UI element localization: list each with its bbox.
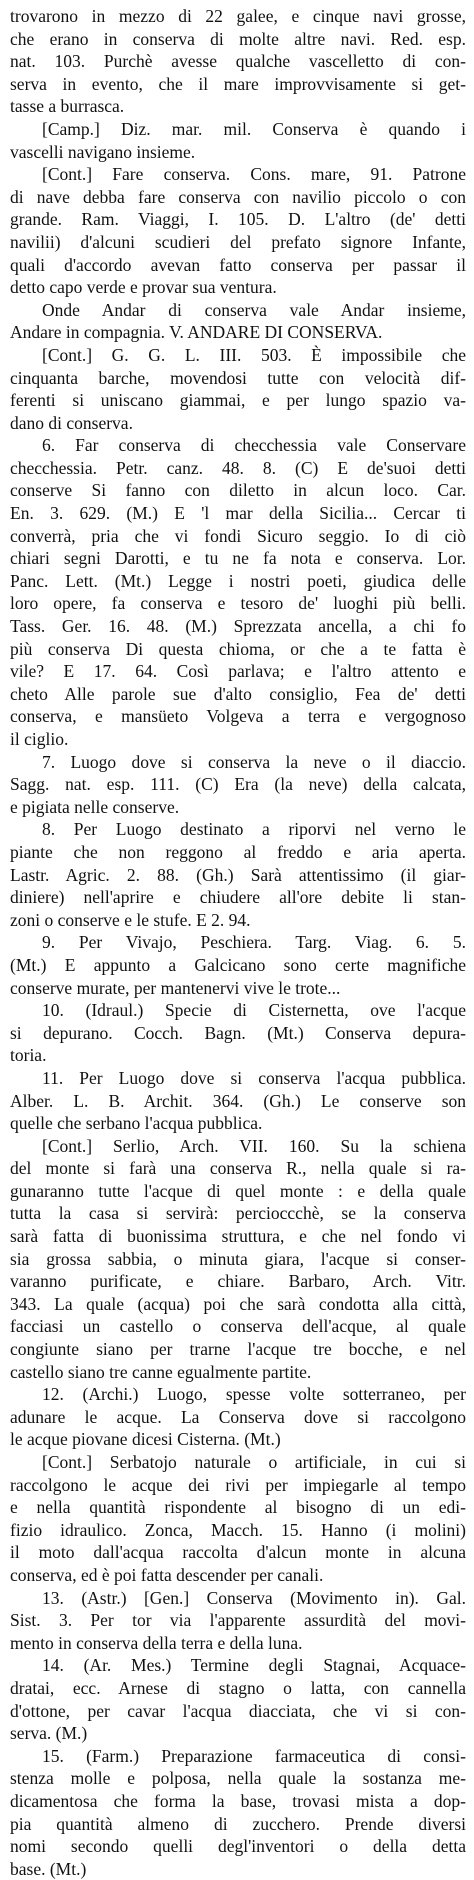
text-line: 10. (Idraul.) Specie di Cisternetta, ove l'acque bbox=[42, 1000, 466, 1021]
text-line: serva in evento, che il mare improvvisamente si get- bbox=[10, 73, 466, 94]
text-line: conserva, ed è poi fatta descender per canali. bbox=[10, 1564, 324, 1585]
text-line: conserve murate, per mantenervi vive le trote... bbox=[10, 977, 341, 998]
text-line: zoni o conserve e le stufe. E 2. 94. bbox=[10, 909, 251, 930]
text-line: serva. (M.) bbox=[10, 1723, 88, 1744]
text-line: sia grossa sabbia, o minuta giara, l'acque si conser- bbox=[10, 1248, 466, 1269]
text-line: (Mt.) E appunto a Galcicano sono certe magnifiche bbox=[10, 954, 466, 975]
text-line: mento in conserva della terra e della luna. bbox=[10, 1632, 303, 1653]
text-line: castello siano tre canne egualmente partite. bbox=[10, 1361, 312, 1382]
text-line: Panc. Lett. (Mt.) Legge i nostri poeti, giudica delle bbox=[10, 570, 466, 591]
text-line: tasse a burrasca. bbox=[10, 96, 125, 117]
text-line: conserve Si fanno con diletto in alcun loco. Car. bbox=[10, 480, 466, 501]
text-line: navilii) d'alcuni scudieri del prefato signore Infante, bbox=[10, 231, 466, 252]
text-line: En. 3. 629. (M.) E 'l mar della Sicilia... Cercar ti bbox=[10, 503, 466, 524]
text-line: adunare le acque. La Conserva dove si raccolgono bbox=[10, 1406, 466, 1427]
text-line: di nave debba fare conserva con navilio piccolo o con bbox=[10, 186, 466, 207]
text-line: Andare in compagnia. V. ANDARE DI CONSERVA. bbox=[10, 322, 383, 343]
text-line: Alber. L. B. Archit. 364. (Gh.) Le conserve son bbox=[10, 1090, 466, 1111]
text-line: dano di conserva. bbox=[10, 412, 133, 433]
text-line: chiari segni Darotti, e tu ne fa nota e conserva. Lor. bbox=[10, 548, 466, 569]
text-line: trovarono in mezzo di 22 galee, e cinque navi grosse, bbox=[10, 6, 466, 26]
text-line: piante che non reggono al freddo e aria aperta. bbox=[10, 841, 466, 862]
text-line: 7. Luogo dove si conserva la neve o il diaccio. bbox=[42, 751, 466, 772]
text-line: nat. 103. Purchè avesse qualche vascelletto di con- bbox=[10, 51, 466, 72]
text-line: 12. (Archi.) Luogo, spesse volte sotterraneo, per bbox=[42, 1384, 466, 1405]
text-line: detto capo verde e provar sua ventura. bbox=[10, 277, 277, 298]
text-line: loro opere, fa conserva e tesoro de' luoghi più belli. bbox=[10, 593, 466, 614]
text-line: gunaranno tutte l'acque di quel monte : e della quale bbox=[10, 1180, 466, 1201]
text-line: le acque piovane dicesi Cisterna. (Mt.) bbox=[10, 1429, 281, 1450]
text-line: converrà, pria che vi fondi Sicuro seggio. Io di ciò bbox=[10, 525, 466, 546]
text-line: del monte si farà una conserva R., nella quale si ra- bbox=[10, 1158, 466, 1179]
text-line: 6. Far conserva di checchessia vale Conservare bbox=[42, 435, 466, 456]
text-line: 9. Per Vivajo, Peschiera. Targ. Viag. 6. 5. bbox=[42, 932, 466, 953]
text-line: 15. (Farm.) Preparazione farmaceutica di consi- bbox=[42, 1745, 466, 1766]
text-line: fizio idraulico. Zonca, Macch. 15. Hanno (i molini) bbox=[10, 1519, 466, 1540]
text-line: 8. Per Luogo destinato a riporvi nel verno le bbox=[42, 819, 466, 840]
text-line: e nella quantità rispondente al bisogno di un edi- bbox=[10, 1497, 466, 1518]
text-line: vascelli navigano insieme. bbox=[10, 141, 196, 162]
text-line: toria. bbox=[10, 1045, 47, 1066]
text-line: nomi secondo quelli degl'inventori o della detta bbox=[10, 1836, 466, 1857]
text-line: stenza molle e polposa, nella quale la sostanza me- bbox=[10, 1768, 466, 1789]
text-line: tutta la casa si servirà: percioccchè, se la conserva bbox=[10, 1203, 466, 1224]
text-line: che erano in conserva di molte altre navi. Red. esp. bbox=[10, 28, 466, 49]
text-line: il ciglio. bbox=[10, 729, 69, 749]
text-line: dratai, ecc. Arnese di stagno o latta, con cannella bbox=[10, 1677, 466, 1698]
text-line: vile? E 17. 64. Così parlava; e l'altro attento e bbox=[10, 661, 466, 682]
text-line: 14. (Ar. Mes.) Termine degli Stagnai, Acquace- bbox=[42, 1655, 466, 1676]
text-line: [Cont.] Serlio, Arch. VII. 160. Su la schiena bbox=[42, 1135, 466, 1156]
text-line: varanno purificate, e chiare. Barbaro, Arch. Vitr. bbox=[10, 1271, 466, 1292]
text-line: grande. Ram. Viaggi, I. 105. D. L'altro (de' detti bbox=[10, 209, 466, 230]
text-line: [Cont.] Fare conserva. Cons. mare, 91. Patrone bbox=[42, 164, 466, 185]
text-line: diniere) nell'aprire e chiudere all'ore debite li stan- bbox=[10, 887, 466, 908]
text-line: quelle che serbano l'acqua pubblica. bbox=[10, 1113, 263, 1134]
text-line: congiunte siano per trarne l'acque tre bocche, e nel bbox=[10, 1339, 466, 1360]
text-line: si depurano. Cocch. Bagn. (Mt.) Conserva depura- bbox=[10, 1022, 466, 1043]
text-line: pia quantità almeno di zucchero. Prende diversi bbox=[10, 1813, 466, 1834]
text-line: 343. La quale (acqua) poi che sarà condotta alla città, bbox=[10, 1293, 466, 1314]
text-line: Lastr. Agric. 2. 88. (Gh.) Sarà attentissimo (il giar- bbox=[10, 864, 466, 885]
text-line: cheto Alle parole sue d'alto consiglio, Fea de' detti bbox=[10, 683, 466, 704]
text-line: il moto dall'acqua raccolta d'alcun monte in alcuna bbox=[10, 1542, 466, 1563]
text-line: [Cont.] Serbatojo naturale o artificiale, in cui si bbox=[42, 1452, 466, 1472]
text-line: ferenti si uniscano giammai, e per lungo spazio va- bbox=[10, 390, 466, 411]
text-line: Tass. Ger. 16. 48. (M.) Sprezzata ancella, a chi fo bbox=[10, 616, 466, 637]
text-column bbox=[10, 5, 466, 1880]
text-line: [Camp.] Diz. mar. mil. Conserva è quando i bbox=[42, 118, 466, 139]
text-line: 13. (Astr.) [Gen.] Conserva (Movimento in). Gal. bbox=[42, 1587, 466, 1608]
text-line: Sagg. nat. esp. 111. (C) Era (la neve) della calcata, bbox=[10, 774, 466, 795]
text-line: Onde Andar di conserva vale Andar insieme, bbox=[42, 299, 466, 320]
text-line: [Cont.] G. G. L. III. 503. È impossibile che bbox=[42, 344, 466, 365]
text-line: e pigiata nelle conserve. bbox=[10, 796, 180, 817]
text-line: raccolgono le acque dei rivi per impiegarle al tempo bbox=[10, 1474, 466, 1495]
text-line: base. (Mt.) bbox=[10, 1858, 87, 1879]
text-line: conserva, e mansüeto Volgeva a terra e vergognoso bbox=[10, 706, 466, 727]
text-line: sarà fatta di buonissima struttura, e che nel fondo vi bbox=[10, 1226, 466, 1247]
text-line: Sist. 3. Per tor via l'apparente assurdità del movi- bbox=[10, 1610, 466, 1631]
text-line: più conserva Di questa chioma, or che a te fatta è bbox=[10, 638, 466, 659]
text-line: quali d'accordo avevan fatto conserva per passar il bbox=[10, 254, 466, 275]
text-line: 11. Per Luogo dove si conserva l'acqua pubblica. bbox=[42, 1067, 466, 1088]
text-line: d'ottone, per cavar l'acqua diacciata, che vi si con- bbox=[10, 1700, 466, 1721]
text-line: dicamentosa che forma la base, trovasi mista a dop- bbox=[10, 1790, 466, 1811]
text-line: cinquanta barche, movendosi tutte con velocità dif- bbox=[10, 367, 466, 388]
text-line: checchessia. Petr. canz. 48. 8. (C) E de'suoi detti bbox=[10, 457, 466, 478]
text-line: facciasi un castello o conserva dell'acque, al quale bbox=[10, 1316, 466, 1337]
